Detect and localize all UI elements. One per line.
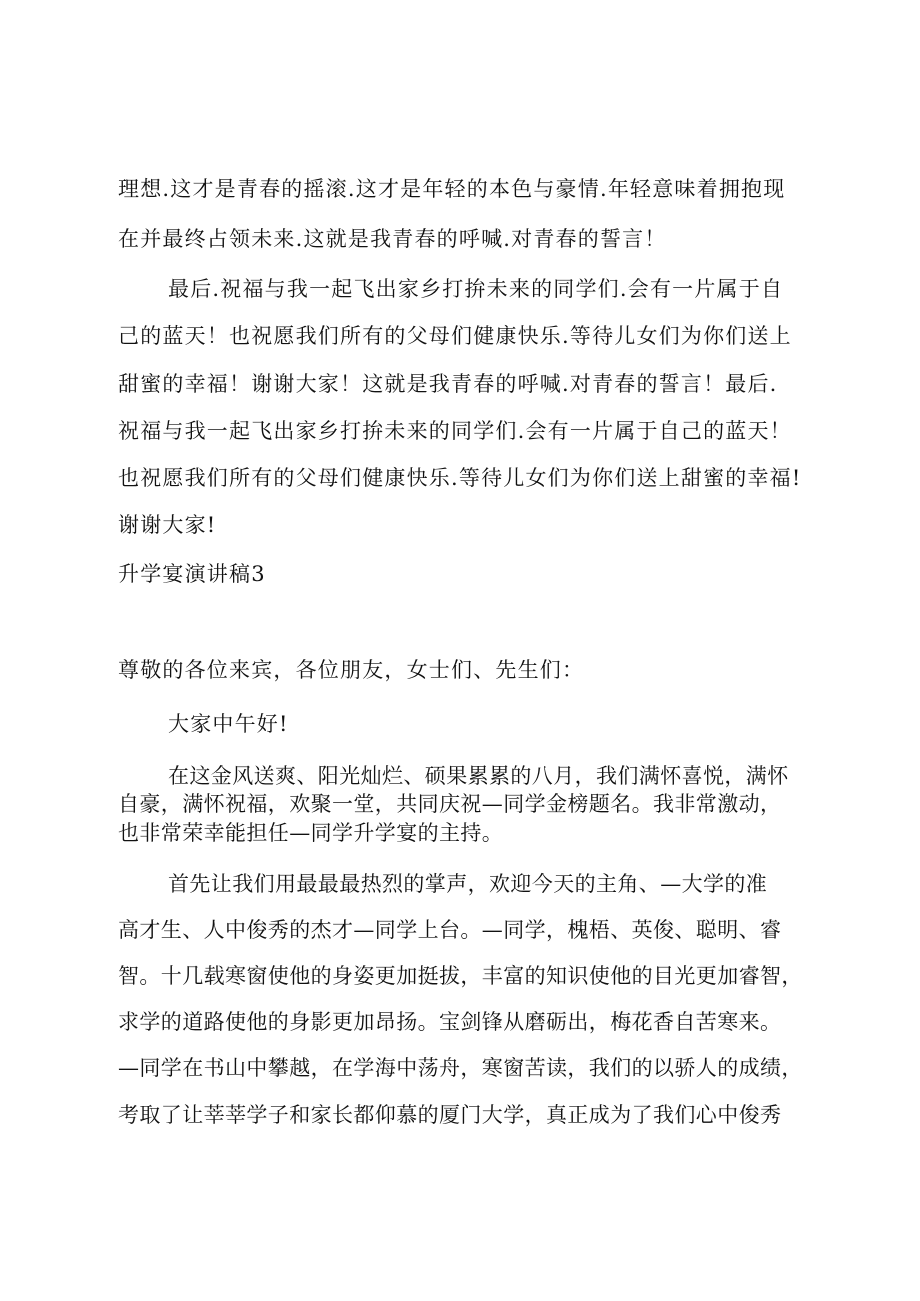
paragraph-line: 求学的道路使他的身影更加昂扬。宝剑锋从磨砺出，梅花香自苦寒来。 xyxy=(118,1010,782,1034)
paragraph-line: 甜蜜的幸福！谢谢大家！这就是我青春的呼喊.对青春的誓言！最后. xyxy=(118,372,778,396)
salutation-line: 尊敬的各位来宾，各位朋友，女士们、先生们： xyxy=(118,658,585,682)
paragraph-line: 自豪，满怀祝福，欢聚一堂，共同庆祝—同学金榜题名。我非常激动， xyxy=(118,792,782,816)
section-heading: 升学宴演讲稿3 xyxy=(118,562,266,586)
paragraph-line: 也祝愿我们所有的父母们健康快乐.等待儿女们为你们送上甜蜜的幸福! xyxy=(118,466,802,490)
paragraph-line: 在这金风送爽、阳光灿烂、硕果累累的八月，我们满怀喜悦，满怀 xyxy=(168,764,789,788)
paragraph-line: 首先让我们用最最最热烈的掌声，欢迎今天的主角、—大学的准 xyxy=(168,872,768,896)
paragraph-line: —同学在书山中攀越，在学海中荡舟，寒窗苦读，我们的以骄人的成绩， xyxy=(118,1056,803,1080)
paragraph-line: 谢谢大家! xyxy=(118,513,217,537)
paragraph-line: 智。十几载寒窗使他的身姿更加挺拔，丰富的知识使他的目光更加睿智， xyxy=(118,964,803,988)
paragraph-line: 祝福与我一起飞出家乡打拚未来的同学们.会有一片属于自己的蓝天！ xyxy=(118,419,792,443)
paragraph-line: 高才生、人中俊秀的杰才—同学上台。—同学，槐梧、英俊、聪明、睿 xyxy=(118,918,782,942)
paragraph-line: 也非常荣幸能担任—同学升学宴的主持。 xyxy=(118,821,504,845)
paragraph-line: 己的蓝天！也祝愿我们所有的父母们健康快乐.等待儿女们为你们送上 xyxy=(118,324,792,348)
paragraph-line: 考取了让莘莘学子和家长都仰慕的厦门大学，真正成为了我们心中俊秀 xyxy=(118,1103,782,1127)
greeting-line: 大家中午好! xyxy=(168,712,289,736)
paragraph-line: 在并最终占领未来.这就是我青春的呼喊.对青春的誓言！ xyxy=(118,227,667,251)
paragraph-line: 最后.祝福与我一起飞出家乡打拚未来的同学们.会有一片属于自 xyxy=(168,277,784,301)
paragraph-line: 理想.这才是青春的摇滚.这才是年轻的本色与豪情.年轻意味着拥抱现 xyxy=(118,177,786,201)
